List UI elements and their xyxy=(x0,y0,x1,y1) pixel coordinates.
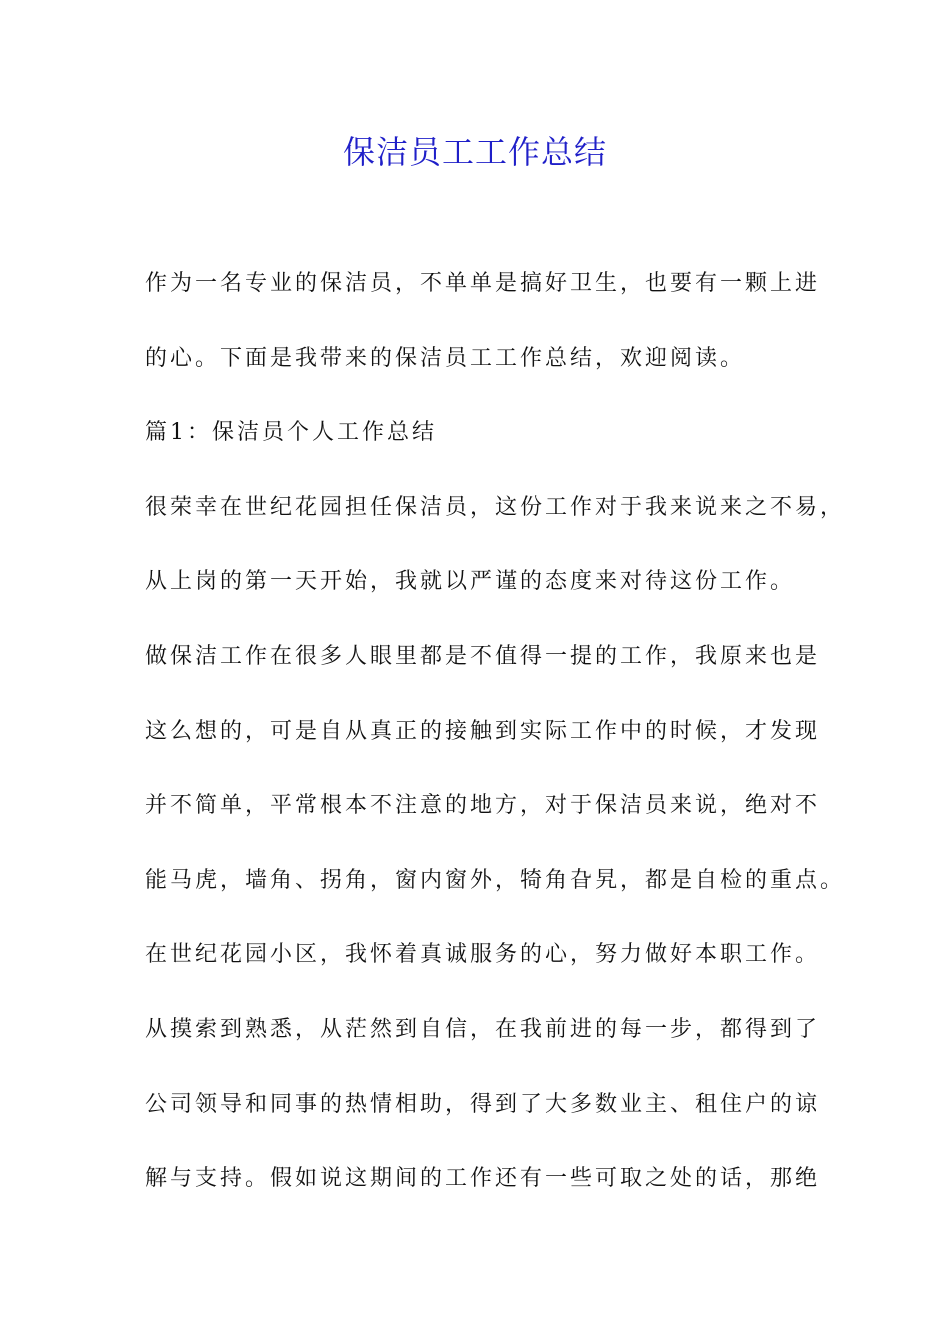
body-line: 公司领导和同事的热情相助，得到了大多数业主、租住户的谅 xyxy=(145,1091,821,1117)
body-line: 在世纪花园小区，我怀着真诚服务的心，努力做好本职工作。 xyxy=(145,942,821,968)
body-line: 解与支持。假如说这期间的工作还有一些可取之处的话，那绝 xyxy=(145,1166,821,1192)
document-body xyxy=(145,260,846,1230)
body-line: 并不简单，平常根本不注意的地方，对于保洁员来说，绝对不 xyxy=(145,793,821,819)
document-title: 保洁员工工作总结 xyxy=(342,133,607,171)
body-line: 作为一名专业的保洁员，不单单是搞好卫生，也要有一颗上进 xyxy=(145,271,821,296)
body-line: 这么想的，可是自从真正的接触到实际工作中的时候，才发现 xyxy=(145,718,821,744)
body-line: 能马虎，墙角、拐角，窗内窗外，犄角旮旯，都是自检的重点。 xyxy=(145,867,846,893)
body-line: 很荣幸在世纪花园担任保洁员，这份工作对于我来说来之不易， xyxy=(145,494,846,520)
body-line: 做保洁工作在很多人眼里都是不值得一提的工作，我原来也是 xyxy=(145,643,821,669)
section-heading: 篇1：保洁员个人工作总结 xyxy=(145,420,437,446)
body-line: 从摸索到熟悉，从茫然到自信，在我前进的每一步，都得到了 xyxy=(145,1016,821,1042)
body-line: 的心。下面是我带来的保洁员工工作总结，欢迎阅读。 xyxy=(145,345,746,371)
body-line: 从上岗的第一天开始，我就以严谨的态度来对待这份工作。 xyxy=(145,569,796,595)
